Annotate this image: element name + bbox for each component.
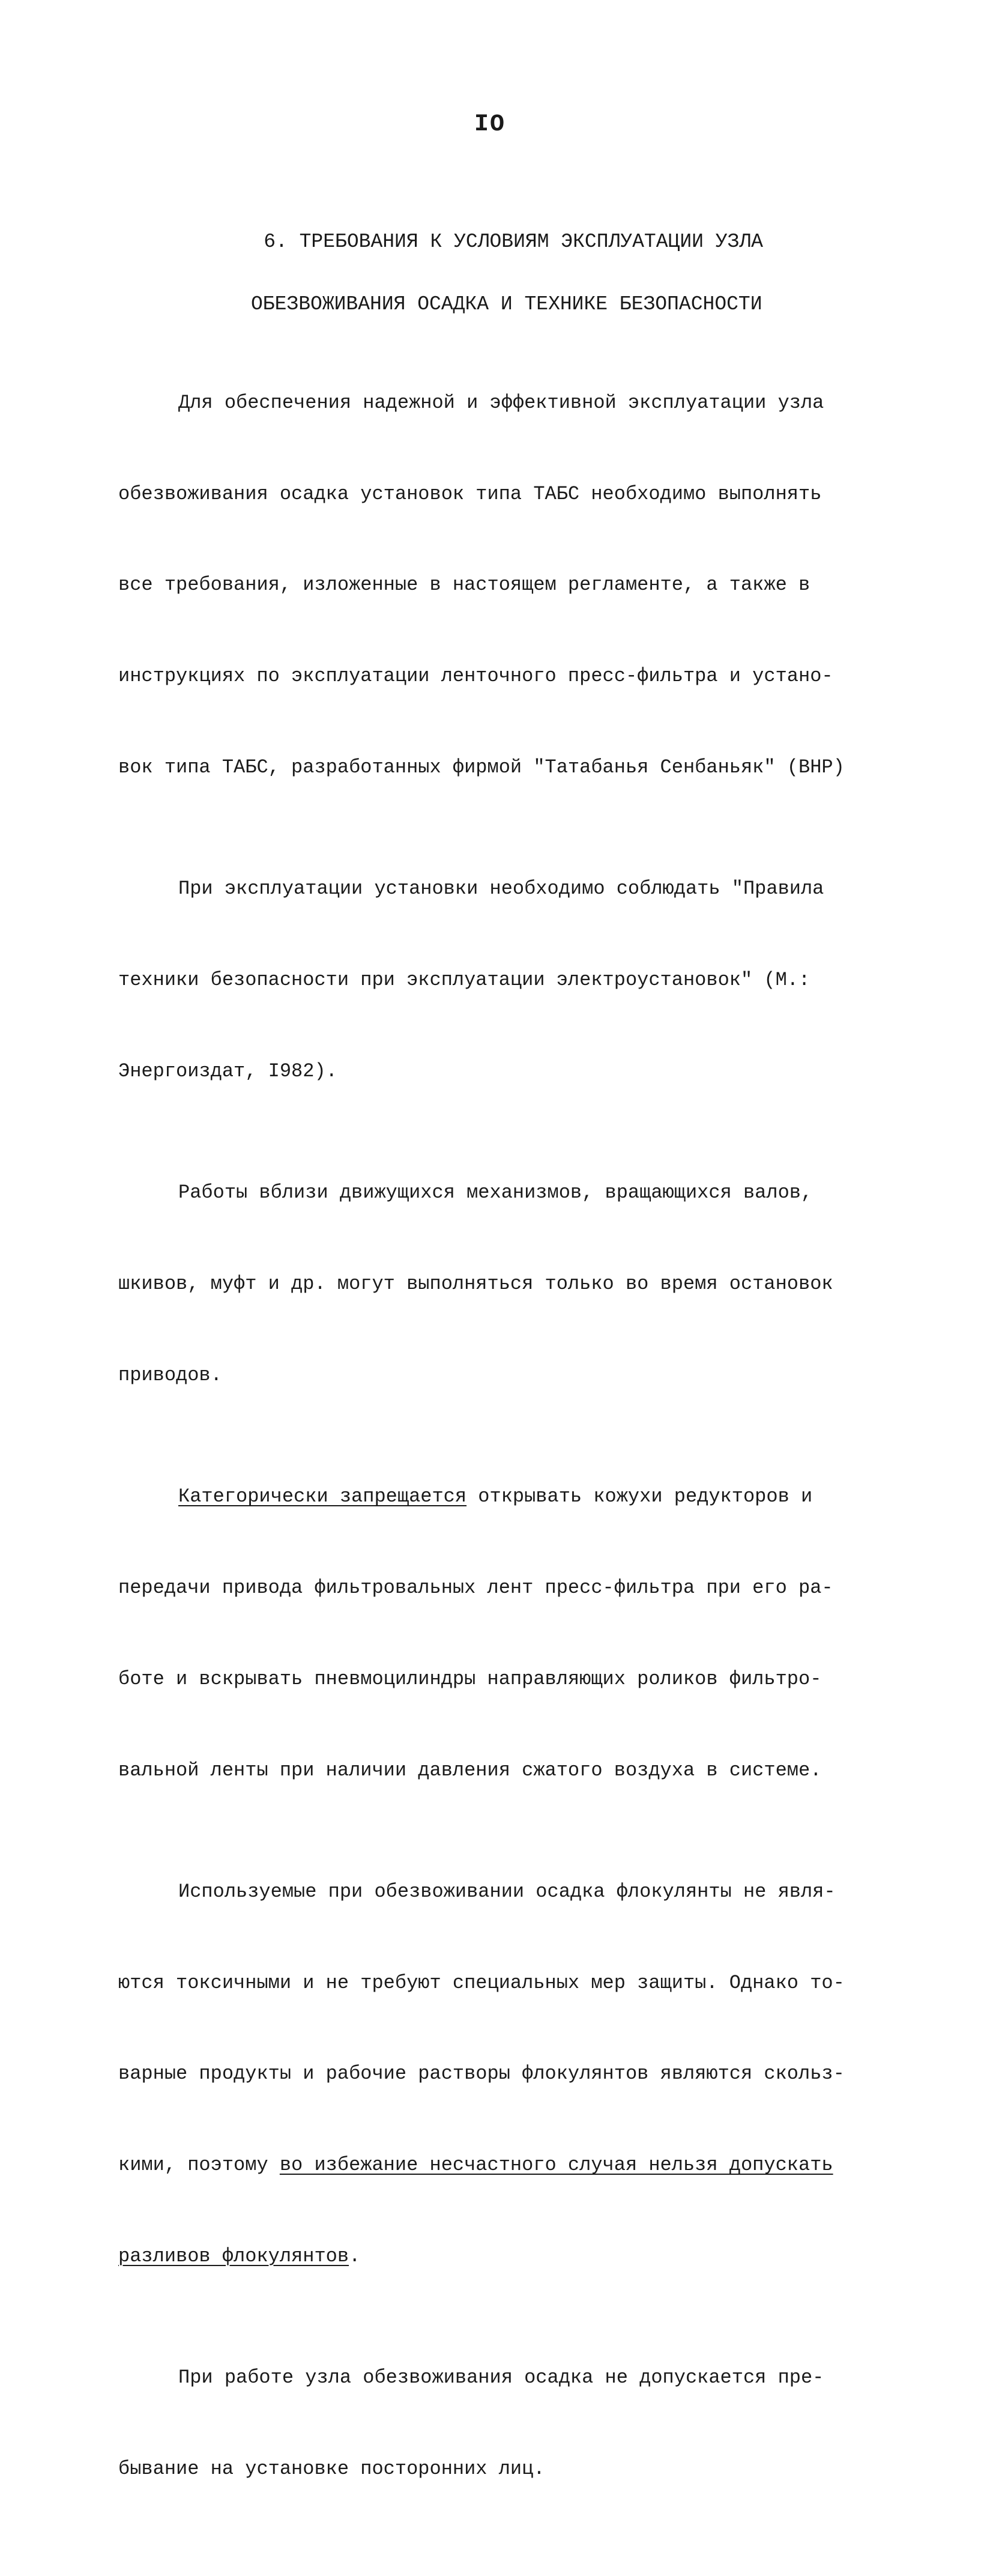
paragraph-1-line: все требования, изложенные в настоящем регламенте, а также в [118,574,810,596]
paragraph-1-line: обезвоживания осадка установок типа ТАБС необходимо выполнять [118,482,822,505]
paragraph-2-line: Энергоиздат, I982). [118,1059,337,1082]
emphasis-underlined: Категорически запрещается [178,1485,467,1508]
paragraph-5-line [118,2241,899,2272]
emphasis-underlined: во избежание несчастного случая нельзя допускать [279,2154,833,2177]
paragraph-5-line: Используемые при обезвоживании осадка флокулянты не явля- [178,1880,836,1903]
paragraph-4-text: открывать кожухи редукторов и [466,1485,813,1508]
paragraph-5-line [118,2150,899,2181]
paragraph-4-line: передачи привода фильтровальных лент пресс-фильтра при его ра- [118,1576,833,1599]
body-text [118,297,899,2576]
paragraph-6-line: бывание на установке посторонних лиц. [118,2458,545,2481]
heading-line-1: 6. ТРЕБОВАНИЯ К УСЛОВИЯМ ЭКСПЛУАТАЦИИ УЗЛА [264,231,763,253]
paragraph-5-line: варные продукты и рабочие растворы флокулянтов являются скольз- [118,2062,845,2085]
paragraph-5-text: кими, поэтому [118,2154,280,2177]
paragraph-4-line: вальной ленты при наличии давления сжатого воздуха в системе. [118,1759,822,1781]
paragraph-1-line: вок типа ТАБС, разработанных фирмой "Татабанья Сенбаньяк" (ВНР) [118,756,845,778]
paragraph-5-text: . [349,2245,361,2267]
paragraph-4-line [118,1482,899,1512]
paragraph-3-line: шкивов, муфт и др. могут выполняться только во время остановок [118,1273,833,1295]
paragraph-3-line: приводов. [118,1363,222,1386]
paragraph-6-line: При работе узла обезвоживания осадка не допускается пре- [178,2366,824,2389]
paragraph-2-line: техники безопасности при эксплуатации электроустановок" (М.: [118,969,810,992]
emphasis-underlined: разливов флокулянтов [118,2245,349,2267]
paragraph-2-line: При эксплуатации установки необходимо соблюдать "Правила [178,877,824,900]
heading-line-2: ОБЕЗВОЖИВАНИЯ ОСАДКА И ТЕХНИКЕ БЕЗОПАСНОСТИ [251,293,762,315]
page-number: IO [474,111,506,138]
paragraph-5-line: ются токсичными и не требуют специальных мер защиты. Однако то- [118,1971,845,1994]
paragraph-1-line: инструкциях по эксплуатации ленточного пресс-фильтра и устано- [118,665,833,688]
paragraph-1-line: Для обеспечения надежной и эффективной эксплуатации узла [178,391,824,414]
paragraph-4-line: боте и вскрывать пневмоцилиндры направляющих роликов фильтро- [118,1667,822,1690]
paragraph-3-line: Работы вблизи движущихся механизмов, вращающихся валов, [178,1181,813,1204]
